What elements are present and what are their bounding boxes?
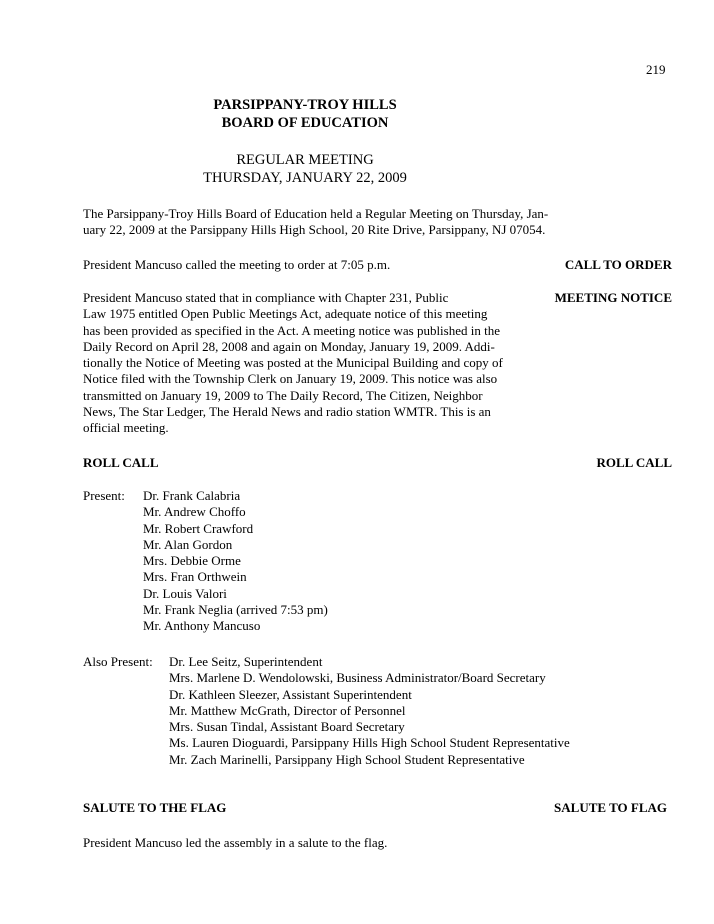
notice-line: News, The Star Ledger, The Herald News and radio station WMTR. This is an [83, 404, 491, 420]
notice-line: President Mancuso stated that in compliance with Chapter 231, Public [83, 290, 449, 305]
notice-line: has been provided as specified in the Act. A meeting notice was published in the [83, 322, 500, 338]
present-member: Mrs. Debbie Orme [143, 553, 241, 569]
also-present-list [169, 654, 570, 768]
notice-line: Notice filed with the Township Clerk on January 19, 2009. This notice was also [83, 371, 498, 387]
also-present-member: Mrs. Marlene D. Wendolowski, Business Administrator/Board Secretary [169, 670, 546, 686]
notice-line: transmitted on January 19, 2009 to The Daily Record, The Citizen, Neighbor [83, 387, 483, 403]
salute-margin-heading: SALUTE TO FLAG [554, 800, 667, 815]
present-member: Mr. Frank Neglia (arrived 7:53 pm) [143, 602, 328, 618]
roll-call-margin-heading: ROLL CALL [596, 455, 672, 470]
present-member: Mrs. Fran Orthwein [143, 569, 247, 585]
also-present-label: Also Present: [83, 654, 153, 669]
intro-line: The Parsippany-Troy Hills Board of Education held a Regular Meeting on Thursday, Jan- [83, 206, 549, 221]
notice-line: Daily Record on April 28, 2008 and again on Monday, January 19, 2009. Addi- [83, 338, 495, 354]
meeting-notice-heading: MEETING NOTICE [554, 290, 672, 305]
present-member: Mr. Alan Gordon [143, 536, 233, 552]
call-to-order-text: President Mancuso called the meeting to order at 7:05 p.m. [83, 257, 391, 272]
present-member: Mr. Anthony Mancuso [143, 618, 261, 634]
salute-heading: SALUTE TO THE FLAG [83, 800, 227, 815]
org-name-line1: PARSIPPANY-TROY HILLS [213, 97, 397, 113]
present-list [143, 488, 328, 635]
meeting-notice-paragraph [83, 290, 503, 437]
org-name-line2: BOARD OF EDUCATION [221, 115, 389, 131]
also-present-member: Ms. Lauren Dioguardi, Parsippany Hills High School Student Representative [169, 735, 570, 751]
also-present-member: Mr. Zach Marinelli, Parsippany High School Student Representative [169, 751, 525, 767]
roll-call-heading: ROLL CALL [83, 455, 159, 470]
also-present-member: Dr. Lee Seitz, Superintendent [169, 654, 323, 669]
intro-paragraph [83, 206, 548, 239]
meeting-date: THURSDAY, JANUARY 22, 2009 [203, 170, 407, 186]
intro-line: uary 22, 2009 at the Parsippany Hills High School, 20 Rite Drive, Parsippany, NJ 07054. [83, 222, 546, 238]
also-present-member: Mrs. Susan Tindal, Assistant Board Secretary [169, 719, 405, 735]
salute-text: President Mancuso led the assembly in a salute to the flag. [83, 835, 388, 850]
also-present-member: Dr. Kathleen Sleezer, Assistant Superintendent [169, 686, 412, 702]
meeting-type: REGULAR MEETING [236, 152, 374, 168]
present-member: Dr. Louis Valori [143, 585, 227, 601]
notice-line: official meeting. [83, 420, 169, 436]
present-member: Dr. Frank Calabria [143, 488, 241, 503]
also-present-member: Mr. Matthew McGrath, Director of Personnel [169, 702, 406, 718]
present-member: Mr. Robert Crawford [143, 520, 254, 536]
present-label: Present: [83, 488, 125, 503]
page-number: 219 [646, 62, 666, 77]
present-member: Mr. Andrew Choffo [143, 504, 246, 520]
notice-line: Law 1975 entitled Open Public Meetings Act, adequate notice of this meeting [83, 306, 488, 322]
notice-line: tionally the Notice of Meeting was posted at the Municipal Building and copy of [83, 355, 503, 371]
call-to-order-heading: CALL TO ORDER [564, 257, 672, 272]
